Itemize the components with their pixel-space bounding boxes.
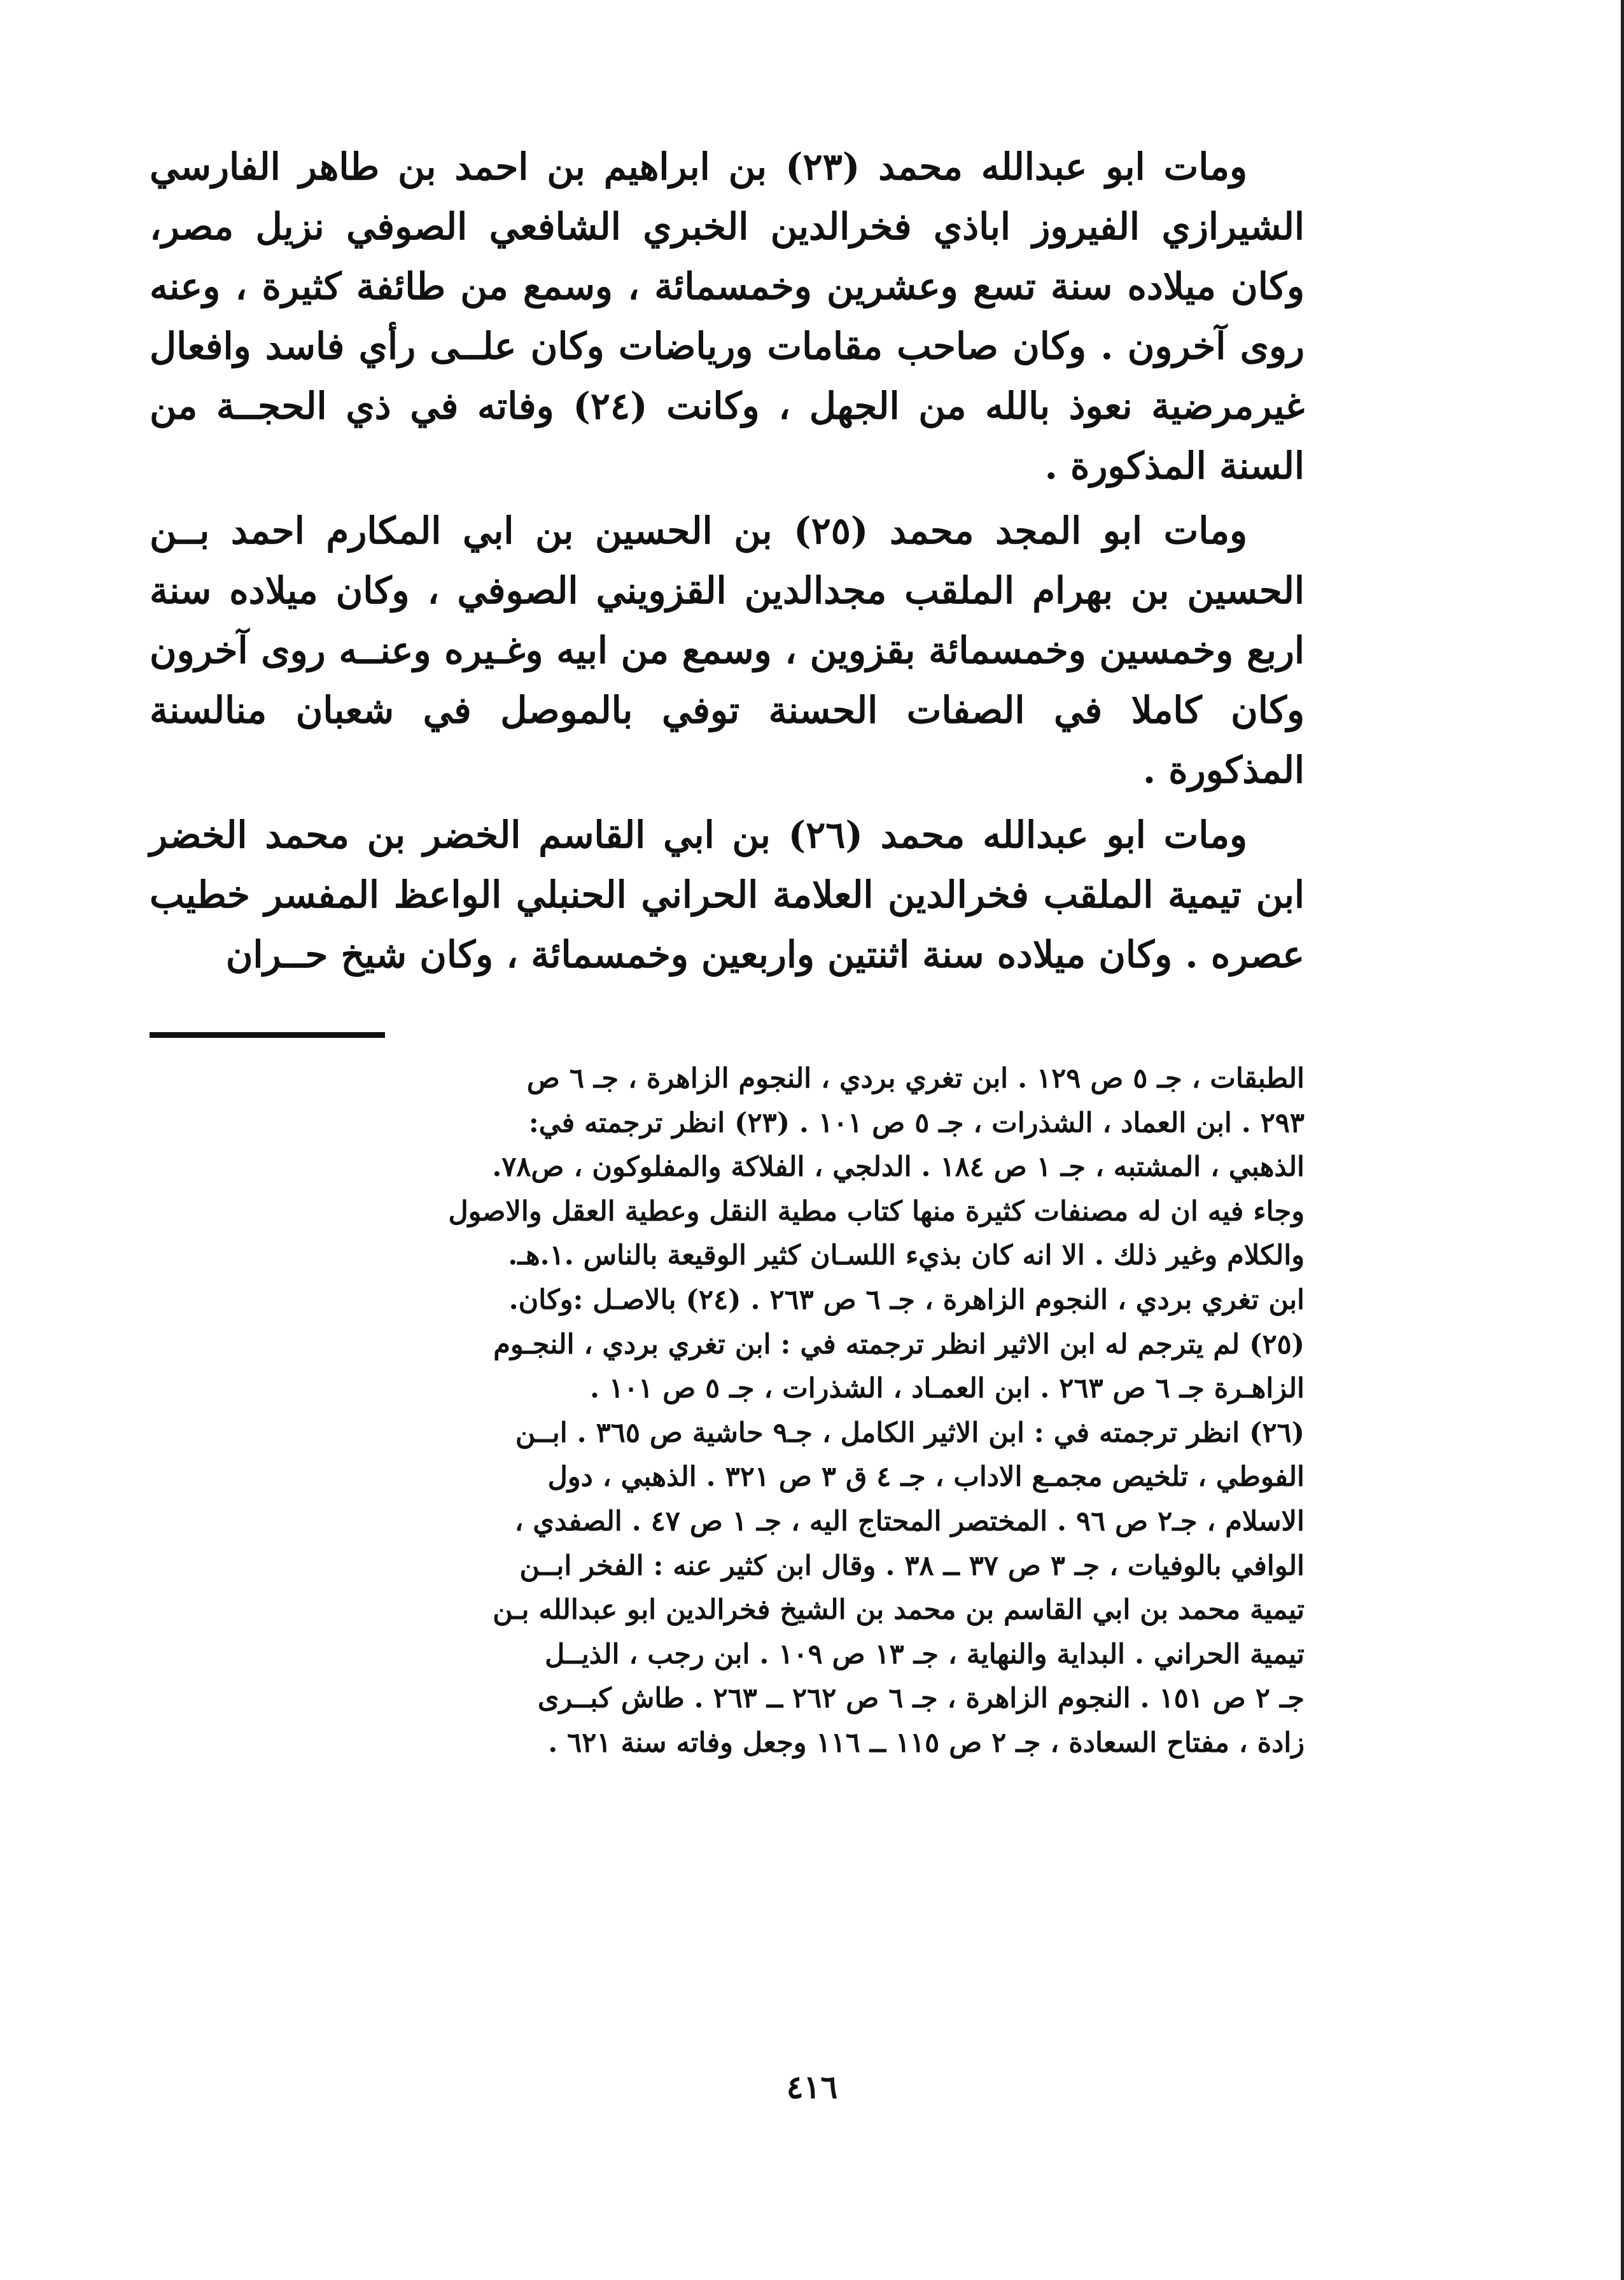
- footnote-line: الفوطي ، تلخيص مجمـع الاداب ، جـ ٤ ق ٣ ص ٣٢١ . الذهبي ، دول: [547, 1461, 1305, 1493]
- footnote-line: ابن تغري بردي ، النجوم الزاهرة ، جـ ٦ ص ٢٦٣ . (٢٤) بالاصـل :وكان.: [508, 1283, 1305, 1316]
- footnote-line: (٢٥) لم يترجم له ابن الاثير انظر ترجمته في : ابن تغري بردي ، النجـوم: [493, 1328, 1305, 1360]
- paragraph-3: ومات ابو عبدالله محمد (٢٦) بن ابي القاسم الخضر بن محمد الخضر ابن تيمية الملقب فخرالدين العلامة الحراني الحنبلي الواعظ المفسر خطيب عصره . وكان ميلاده سنة اثنتين واربعين وخمسمائة ، وكان شيخ حــران: [150, 813, 1305, 976]
- footnote-line: زادة ، مفتاح السعادة ، جـ ٢ ص ١١٥ ــ ١١٦ وجعل وفاته سنة ٦٢١ .: [548, 1726, 1305, 1759]
- main-text: [150, 137, 1305, 984]
- footnote-line: (٢٦) انظر ترجمته في : ابن الاثير الكامل ، جـ٩ حاشية ص ٣٦٥ . ابــن: [515, 1416, 1305, 1449]
- page-number: ٤١٦: [786, 2068, 838, 2106]
- footnote-line: الاسلام ، جـ٢ ص ٩٦ . المختصر المحتاج اليه ، جـ ١ ص ٤٧ . الصفدي ،: [514, 1505, 1305, 1537]
- book-page: [150, 137, 1305, 1766]
- footnote-line: تيمية الحراني . البداية والنهاية ، جـ ١٣ ص ١٠٩ . ابن رجب ، الذيــل: [545, 1638, 1305, 1670]
- footnotes: [150, 1057, 1305, 1766]
- page-edge-line: [1621, 0, 1624, 2280]
- footnote-line: وجاء فيه ان له مصنفات كثيرة منها كتاب مطية النقل وعطية العقل والاصول: [448, 1195, 1305, 1227]
- paragraph-2: ومات ابو المجد محمد (٢٥) بن الحسين بن ابي المكارم احمد بــن الحسين بن بهرام الملقب مجدالدين القزويني الصوفي ، وكان ميلاده سنة اربع وخمسين وخمسمائة بقزوين ، وسمع من ابيه وغـيره وعنــه روى آخرون وكان كاملا في الصفات الحسنة توفي بالموصل في شعبان منالسنة المذكورة .: [150, 509, 1305, 792]
- paragraph-1: ومات ابو عبدالله محمد (٢٣) بن ابراهيم بن احمد بن طاهر الفارسي الشيرازي الفيروز اباذي فخرالدين الخبري الشافعي الصوفي نزيل مصر، وكان ميلاده سنة تسع وعشرين وخمسمائة ، وسمع من طائفة كثيرة ، وعنه روى آخرون . وكان صاحب مقامات ورياضات وكان علــى رأي فاسد وافعال غيرمرضية نعوذ بالله من الجهل ، وكانت (٢٤) وفاته في ذي الحجــة من السنة المذكورة .: [150, 145, 1305, 487]
- footnote-line: جـ ٢ ص ١٥١ . النجوم الزاهرة ، جـ ٦ ص ٢٦٢ ــ ٢٦٣ . طاش كبــرى: [537, 1682, 1305, 1715]
- footnote-line: الزاهـرة جـ ٦ ص ٢٦٣ . ابن العمـاد ، الشذرات ، جـ ٥ ص ١٠١ .: [589, 1373, 1305, 1405]
- footnote-line: الوافي بالوفيات ، جـ ٣ ص ٣٧ ــ ٣٨ . وقال ابن كثير عنه : الفخر ابــن: [519, 1549, 1305, 1582]
- footnote-line: ٢٩٣ . ابن العماد ، الشذرات ، جـ ٥ ص ١٠١ . (٢٣) انظر ترجمته في:: [528, 1107, 1305, 1139]
- footnote-separator: [150, 1032, 385, 1038]
- footnote-line: الذهبي ، المشتبه ، جـ ١ ص ١٨٤ . الدلجي ، الفلاكة والمفلوكون ، ص٧٨.: [492, 1151, 1305, 1184]
- footnote-line: تيمية محمد بن ابي القاسم بن محمد بن الشيخ فخرالدين ابو عبدالله بـن: [493, 1594, 1305, 1626]
- footnote-line: الطبقات ، جـ ٥ ص ١٢٩ . ابن تغري بردي ، النجوم الزاهرة ، جـ ٦ ص: [526, 1063, 1305, 1095]
- footnote-line: والكلام وغير ذلك . الا انه كان بذيء اللسـان كثير الوقيعة بالناس .١.هـ.: [508, 1240, 1305, 1272]
